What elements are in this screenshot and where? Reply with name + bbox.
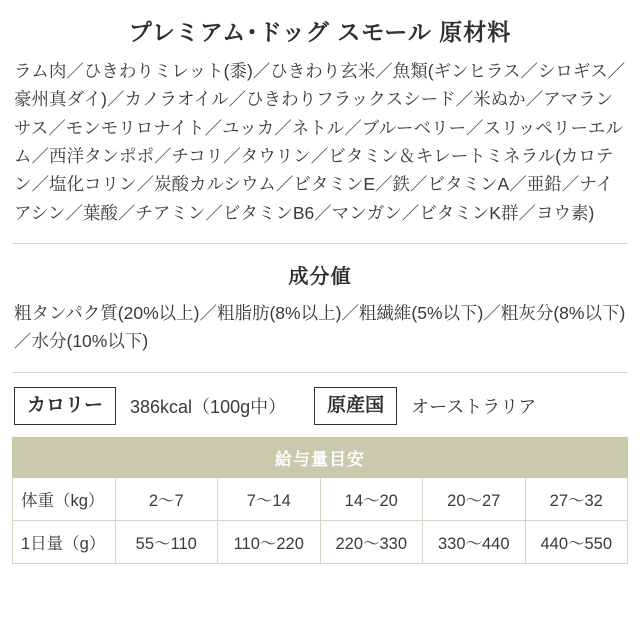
- calorie-value: 386kcal（100g中）: [130, 396, 287, 417]
- table-row: [13, 477, 628, 520]
- table-cell: 7〜14: [218, 477, 321, 520]
- calorie-label: カロリー: [14, 387, 116, 425]
- origin-value: オーストラリア: [411, 396, 537, 417]
- table-cell: 2〜7: [115, 477, 218, 520]
- row-label-daily: 1日量（g）: [13, 520, 116, 563]
- table-cell: 440〜550: [525, 520, 628, 563]
- feeding-table-wrap: [0, 437, 640, 564]
- page-title: プレミアム･ドッグ スモール 原材料: [128, 19, 512, 45]
- ingredients-text: ラム肉／ひきわりミレット(黍)／ひきわり玄米／魚類(ギンヒラス／シロギス／豪州真ダイ)／カノラオイル／ひきわりフラックスシード／米ぬか／アマランサス／モンモリロナイト／ユッカ／ネトル／ブルーベリー／スリッペリーエルム／西洋タンポポ／チコリ／タウリン／ビタミン＆キレートミネラル(カロテン／塩化コリン／炭酸カルシウム／ビタミンE／鉄／ビタミンA／亜鉛／ナイアシン／葉酸／チアミン／ビタミンB6／マンガン／ビタミンK群／ヨウ素): [14, 61, 626, 223]
- table-cell: 14〜20: [320, 477, 423, 520]
- composition-heading: 成分値: [288, 266, 352, 289]
- table-cell: 220〜330: [320, 520, 423, 563]
- feeding-table: [12, 437, 628, 564]
- table-cell: 20〜27: [423, 477, 526, 520]
- row-label-weight: 体重（kg）: [13, 477, 116, 520]
- feeding-heading: 給与量目安: [13, 437, 628, 477]
- table-head-row: [13, 437, 628, 477]
- table-cell: 110〜220: [218, 520, 321, 563]
- composition-text: 粗タンパク質(20%以上)／粗脂肪(8%以上)／粗繊維(5%以下)／粗灰分(8%以下)／水分(10%以下): [14, 303, 626, 352]
- table-cell: 55〜110: [115, 520, 218, 563]
- origin-label: 原産国: [314, 387, 397, 425]
- table-cell: 330〜440: [423, 520, 526, 563]
- table-row: [13, 520, 628, 563]
- table-cell: 27〜32: [525, 477, 628, 520]
- calorie-origin-row: [0, 373, 640, 437]
